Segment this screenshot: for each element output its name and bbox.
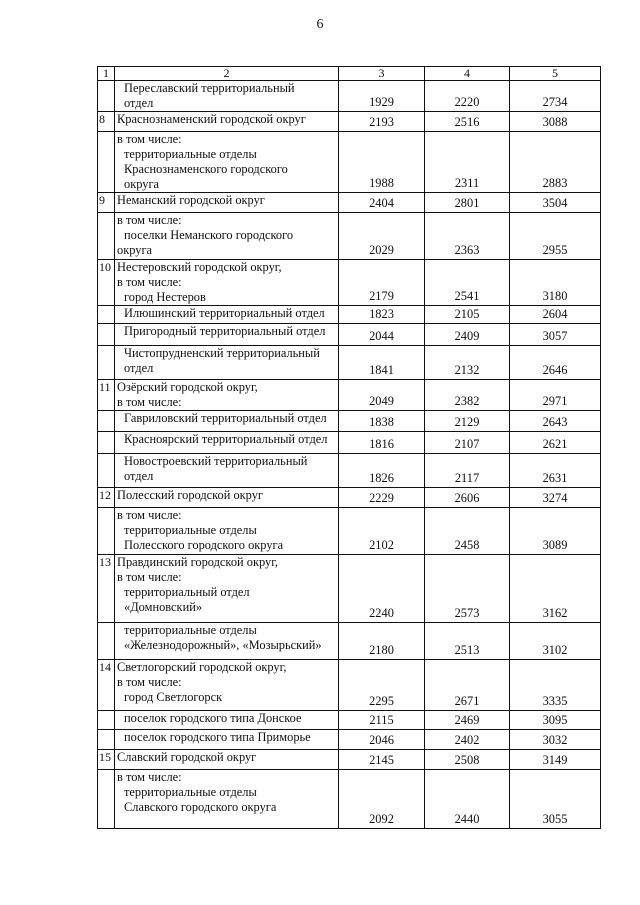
table-row bbox=[98, 623, 601, 660]
row-name bbox=[115, 411, 339, 432]
row-name bbox=[115, 112, 339, 132]
table-row bbox=[98, 770, 601, 829]
row-number bbox=[98, 81, 115, 112]
row-number: 13 bbox=[98, 555, 115, 623]
value-col-3: 2092 bbox=[339, 770, 425, 829]
table-row bbox=[98, 213, 601, 260]
row-name-line: Славский городской округ bbox=[117, 750, 257, 764]
row-name-line: Краснознаменский городской округ bbox=[117, 112, 306, 126]
row-name-line: в том числе: bbox=[117, 395, 182, 409]
row-name-line: «Домновский» bbox=[124, 600, 203, 614]
row-name bbox=[115, 380, 339, 411]
value-col-5: 3149 bbox=[510, 750, 601, 770]
row-name bbox=[115, 730, 339, 750]
row-name-line: Чистопрудненский территориальный bbox=[124, 346, 320, 360]
value-col-3: 2193 bbox=[339, 112, 425, 132]
row-name bbox=[115, 454, 339, 488]
value-col-4: 2508 bbox=[425, 750, 510, 770]
table-row bbox=[98, 730, 601, 750]
value-col-5: 3032 bbox=[510, 730, 601, 750]
table-row bbox=[98, 750, 601, 770]
row-name bbox=[115, 81, 339, 112]
row-name bbox=[115, 324, 339, 346]
table-row bbox=[98, 324, 601, 346]
row-number bbox=[98, 324, 115, 346]
row-name-line: в том числе: bbox=[117, 770, 182, 784]
header-col-2: 2 bbox=[115, 67, 339, 81]
table-row bbox=[98, 112, 601, 132]
row-number bbox=[98, 132, 115, 193]
row-name-line: территориальные отделы bbox=[124, 785, 257, 799]
row-name bbox=[115, 346, 339, 380]
row-name-line: отдел bbox=[124, 361, 154, 375]
table-row bbox=[98, 488, 601, 508]
row-name-line: Полесского городского округа bbox=[124, 538, 284, 552]
row-name-line: в том числе: bbox=[117, 132, 182, 146]
row-name-line: город Светлогорск bbox=[124, 690, 223, 704]
value-col-5: 3162 bbox=[510, 555, 601, 623]
value-col-4: 2311 bbox=[425, 132, 510, 193]
row-name-line: поселок городского типа Приморье bbox=[124, 730, 311, 744]
row-name-line: округа bbox=[124, 177, 160, 191]
value-col-3: 2102 bbox=[339, 508, 425, 555]
value-col-5: 2734 bbox=[510, 81, 601, 112]
value-col-4: 2409 bbox=[425, 324, 510, 346]
row-name-line: в том числе: bbox=[117, 675, 182, 689]
row-name-line: Илюшинский территориальный отдел bbox=[124, 306, 325, 320]
row-name-line: отдел bbox=[124, 469, 154, 483]
value-col-3: 1988 bbox=[339, 132, 425, 193]
row-name-line: в том числе: bbox=[117, 275, 182, 289]
header-col-1: 1 bbox=[98, 67, 115, 81]
header-col-3: 3 bbox=[339, 67, 425, 81]
value-col-3: 2229 bbox=[339, 488, 425, 508]
value-col-4: 2105 bbox=[425, 306, 510, 324]
table-row bbox=[98, 193, 601, 213]
value-col-5: 2883 bbox=[510, 132, 601, 193]
table-row bbox=[98, 411, 601, 432]
row-name-line: Правдинский городской округ, bbox=[117, 555, 278, 569]
value-col-3: 1838 bbox=[339, 411, 425, 432]
row-name-line: Озёрский городской округ, bbox=[117, 380, 258, 394]
value-col-3: 1929 bbox=[339, 81, 425, 112]
row-name-line: Новостроевский территориальный bbox=[124, 454, 308, 468]
value-col-4: 2573 bbox=[425, 555, 510, 623]
value-col-4: 2220 bbox=[425, 81, 510, 112]
row-number bbox=[98, 623, 115, 660]
value-col-3: 2180 bbox=[339, 623, 425, 660]
table-row bbox=[98, 660, 601, 711]
table-row bbox=[98, 132, 601, 193]
row-name-line: поселок городского типа Донское bbox=[124, 711, 302, 725]
row-name bbox=[115, 306, 339, 324]
row-number: 15 bbox=[98, 750, 115, 770]
row-name bbox=[115, 623, 339, 660]
row-name-line: Славского городского округа bbox=[124, 800, 277, 814]
row-name bbox=[115, 711, 339, 730]
header-col-5: 5 bbox=[510, 67, 601, 81]
table-row bbox=[98, 306, 601, 324]
row-number bbox=[98, 432, 115, 454]
table-header-row bbox=[98, 67, 601, 81]
value-col-5: 3180 bbox=[510, 260, 601, 306]
value-col-3: 2044 bbox=[339, 324, 425, 346]
row-name-line: в том числе: bbox=[117, 213, 182, 227]
value-col-3: 2029 bbox=[339, 213, 425, 260]
table-row bbox=[98, 346, 601, 380]
row-name-line: Красноярский территориальный отдел bbox=[124, 432, 328, 446]
row-name bbox=[115, 660, 339, 711]
value-col-4: 2129 bbox=[425, 411, 510, 432]
value-col-4: 2458 bbox=[425, 508, 510, 555]
value-col-5: 2971 bbox=[510, 380, 601, 411]
table-row bbox=[98, 555, 601, 623]
value-col-3: 2115 bbox=[339, 711, 425, 730]
value-col-3: 2404 bbox=[339, 193, 425, 213]
row-name bbox=[115, 193, 339, 213]
row-name bbox=[115, 508, 339, 555]
value-col-5: 3057 bbox=[510, 324, 601, 346]
value-col-3: 2295 bbox=[339, 660, 425, 711]
value-col-4: 2132 bbox=[425, 346, 510, 380]
value-col-3: 1826 bbox=[339, 454, 425, 488]
row-name bbox=[115, 213, 339, 260]
row-number bbox=[98, 770, 115, 829]
value-col-4: 2469 bbox=[425, 711, 510, 730]
value-col-5: 3095 bbox=[510, 711, 601, 730]
row-name-line: «Железнодорожный», «Мозырьский» bbox=[124, 638, 322, 652]
table-row bbox=[98, 711, 601, 730]
value-col-5: 3102 bbox=[510, 623, 601, 660]
row-name bbox=[115, 770, 339, 829]
row-name bbox=[115, 432, 339, 454]
row-name-line: территориальные отделы bbox=[124, 523, 257, 537]
table-row bbox=[98, 260, 601, 306]
value-col-5: 2646 bbox=[510, 346, 601, 380]
row-number: 8 bbox=[98, 112, 115, 132]
table-row bbox=[98, 454, 601, 488]
row-name-line: поселки Неманского городского bbox=[124, 228, 294, 242]
row-name-line: Краснознаменского городского bbox=[124, 162, 288, 176]
value-col-5: 3335 bbox=[510, 660, 601, 711]
value-col-3: 1823 bbox=[339, 306, 425, 324]
value-col-3: 2179 bbox=[339, 260, 425, 306]
row-number bbox=[98, 213, 115, 260]
row-name-line: территориальные отделы bbox=[124, 147, 257, 161]
value-col-4: 2671 bbox=[425, 660, 510, 711]
page-number: 6 bbox=[316, 17, 324, 32]
header-col-4: 4 bbox=[425, 67, 510, 81]
row-number: 14 bbox=[98, 660, 115, 711]
value-col-5: 2631 bbox=[510, 454, 601, 488]
row-number bbox=[98, 411, 115, 432]
row-number: 10 bbox=[98, 260, 115, 306]
value-col-3: 2240 bbox=[339, 555, 425, 623]
row-name-line: в том числе: bbox=[117, 508, 182, 522]
row-number: 9 bbox=[98, 193, 115, 213]
row-name bbox=[115, 555, 339, 623]
value-col-3: 2046 bbox=[339, 730, 425, 750]
row-name bbox=[115, 488, 339, 508]
value-col-4: 2440 bbox=[425, 770, 510, 829]
row-name-line: Гавриловский территориальный отдел bbox=[124, 411, 327, 425]
value-col-3: 2049 bbox=[339, 380, 425, 411]
row-number bbox=[98, 346, 115, 380]
table-row bbox=[98, 432, 601, 454]
value-col-5: 3274 bbox=[510, 488, 601, 508]
row-name-line: отдел bbox=[124, 96, 154, 110]
row-name-line: Переславский территориальный bbox=[124, 81, 295, 95]
row-number bbox=[98, 306, 115, 324]
row-number bbox=[98, 711, 115, 730]
table-row bbox=[98, 380, 601, 411]
value-col-5: 2643 bbox=[510, 411, 601, 432]
table-body bbox=[98, 81, 601, 829]
value-col-4: 2801 bbox=[425, 193, 510, 213]
statistics-table bbox=[97, 66, 601, 829]
row-name-line: Светлогорский городской округ, bbox=[117, 660, 287, 674]
value-col-5: 3504 bbox=[510, 193, 601, 213]
row-number bbox=[98, 508, 115, 555]
row-name-line: территориальный отдел bbox=[124, 585, 250, 599]
value-col-5: 2955 bbox=[510, 213, 601, 260]
value-col-4: 2513 bbox=[425, 623, 510, 660]
row-number bbox=[98, 454, 115, 488]
row-name bbox=[115, 132, 339, 193]
value-col-4: 2382 bbox=[425, 380, 510, 411]
row-name bbox=[115, 260, 339, 306]
row-name-line: округа bbox=[117, 243, 153, 257]
table-row bbox=[98, 508, 601, 555]
row-name-line: Полесский городской округ bbox=[117, 488, 263, 502]
value-col-3: 2145 bbox=[339, 750, 425, 770]
row-name-line: Неманский городской округ bbox=[117, 193, 265, 207]
row-number: 11 bbox=[98, 380, 115, 411]
value-col-5: 3089 bbox=[510, 508, 601, 555]
row-name-line: в том числе: bbox=[117, 570, 182, 584]
value-col-5: 3055 bbox=[510, 770, 601, 829]
value-col-3: 1841 bbox=[339, 346, 425, 380]
value-col-5: 3088 bbox=[510, 112, 601, 132]
row-name-line: Пригородный территориальный отдел bbox=[124, 324, 326, 338]
row-number bbox=[98, 730, 115, 750]
value-col-4: 2541 bbox=[425, 260, 510, 306]
value-col-4: 2363 bbox=[425, 213, 510, 260]
value-col-4: 2606 bbox=[425, 488, 510, 508]
table-row bbox=[98, 81, 601, 112]
value-col-4: 2107 bbox=[425, 432, 510, 454]
row-name bbox=[115, 750, 339, 770]
row-name-line: Нестеровский городской округ, bbox=[117, 260, 282, 274]
value-col-4: 2117 bbox=[425, 454, 510, 488]
value-col-5: 2621 bbox=[510, 432, 601, 454]
row-name-line: территориальные отделы bbox=[124, 623, 257, 637]
value-col-3: 1816 bbox=[339, 432, 425, 454]
value-col-5: 2604 bbox=[510, 306, 601, 324]
row-name-line: город Нестеров bbox=[124, 290, 206, 304]
value-col-4: 2402 bbox=[425, 730, 510, 750]
value-col-4: 2516 bbox=[425, 112, 510, 132]
row-number: 12 bbox=[98, 488, 115, 508]
